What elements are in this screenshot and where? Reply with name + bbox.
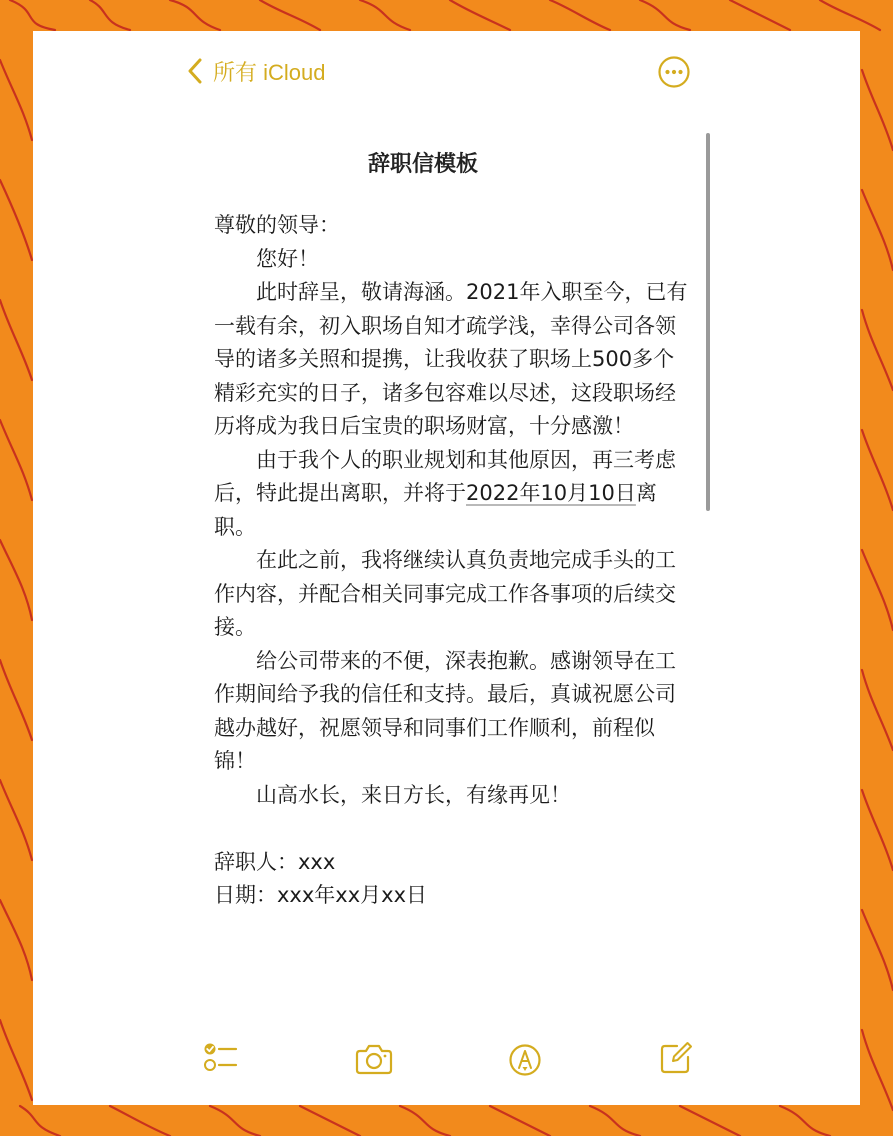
- note-paragraph-2: [214, 444, 692, 545]
- paragraph-2-after: 离职。: [214, 481, 657, 539]
- note-paragraph-1: 此时辞呈，敬请海涵。2021年入职至今，已有一载有余，初入职场自知才疏学浅，幸得公司各领导的诸多关照和提携，让我收获了职场上500多个精彩充实的日子，诸多包容难以尽述，这段职场经历将成为我日后宝贵的职场财富，十分感激！: [214, 280, 688, 438]
- camera-icon: [355, 1043, 393, 1075]
- note-body[interactable]: [214, 209, 692, 913]
- note-paragraph-5: 山高水长，来日方长，有缘再见！: [256, 782, 571, 807]
- back-label: 所有 iCloud: [213, 59, 326, 85]
- camera-button[interactable]: [355, 1043, 393, 1079]
- ellipsis-circle-icon: [657, 55, 691, 89]
- date-link[interactable]: 2022年10月10日: [466, 481, 636, 505]
- checklist-button[interactable]: [203, 1041, 239, 1079]
- compose-icon: [659, 1041, 693, 1075]
- note-date: 日期：xxx年xx月xx日: [214, 883, 427, 907]
- more-button[interactable]: [657, 55, 691, 89]
- note-salutation: 尊敬的领导：: [214, 213, 340, 237]
- checklist-icon: [203, 1041, 239, 1075]
- note-card: [33, 31, 860, 1105]
- blank-line: [214, 812, 692, 846]
- markup-button[interactable]: [508, 1043, 542, 1081]
- compose-button[interactable]: [659, 1041, 693, 1079]
- markup-pen-icon: [508, 1043, 542, 1077]
- note-paragraph-3: 在此之前，我将继续认真负责地完成手头的工作内容，并配合相关同事完成工作各事项的后续交接。: [214, 548, 676, 639]
- note-signer: 辞职人：xxx: [214, 849, 336, 874]
- scrollbar[interactable]: [706, 133, 710, 511]
- paragraph-2-before: 由于我个人的职业规划和其他原因，再三考虑后，特此提出离职，并将于: [214, 447, 676, 505]
- chevron-left-icon: [187, 58, 203, 84]
- note-paragraph-4: 给公司带来的不便，深表抱歉。感谢领导在工作期间给予我的信任和支持。最后，真诚祝愿公司越办越好，祝愿领导和同事们工作顺利，前程似锦！: [214, 648, 676, 773]
- back-button[interactable]: [187, 53, 325, 89]
- note-greeting: 您好！: [256, 246, 319, 271]
- note-title: 辞职信模板: [367, 152, 478, 177]
